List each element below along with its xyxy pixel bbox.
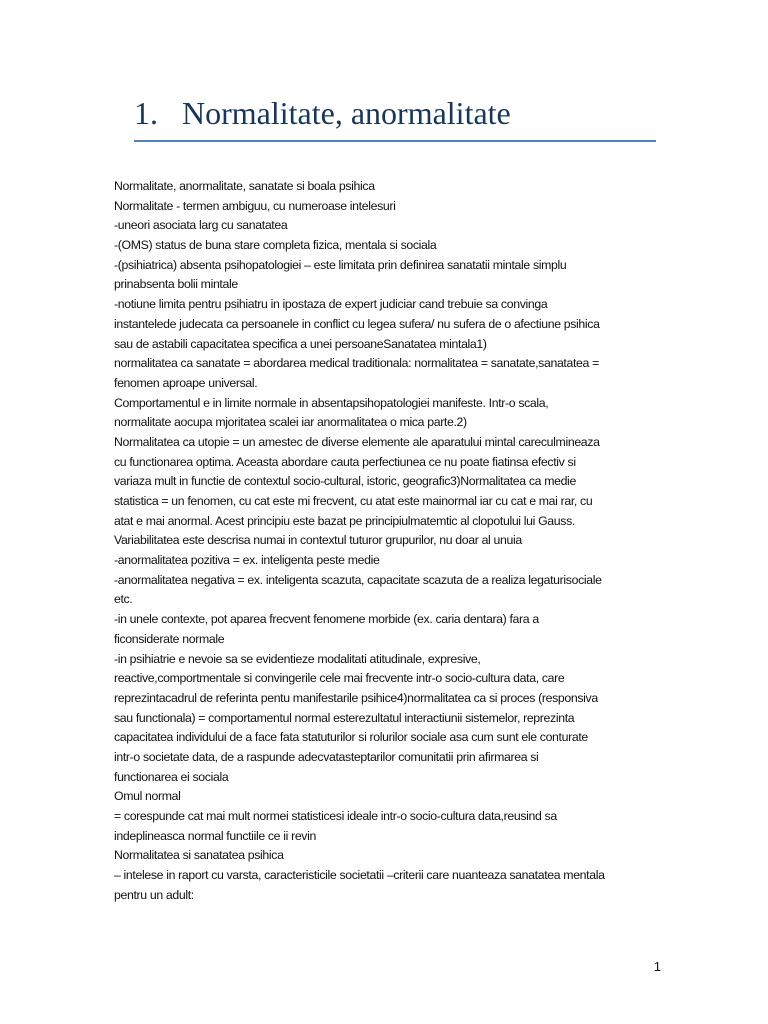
text-line: normalitatea ca sanatate = abordarea medical traditionala: normalitatea = sanatate,sanatatea = — [114, 356, 599, 371]
text-line: sau functionala) = comportamentul normal esterezultatul interactiunii sistemelor, reprezinta — [114, 710, 575, 725]
text-line: Comportamentul e in limite normale in absentapsihopatologiei manifeste. Intr-o scala, — [114, 395, 549, 410]
text-line: variaza mult in functie de contextul socio-cultural, istoric, geografic3)Normalitatea ca medie — [114, 474, 576, 489]
text-line: reprezintacadrul de referinta pentu manifestarile psihice4)normalitatea ca si proces (responsiva — [114, 690, 598, 705]
text-line: Normalitatea ca utopie = un amestec de diverse elemente ale aparatului mintal careculmineaza — [114, 434, 600, 449]
text-line: Variabilitatea este descrisa numai in contextul tuturor grupurilor, nu doar al unuia — [114, 533, 522, 548]
text-line: capacitatea individului de a face fata statuturilor si rolurilor sociale asa cum sunt ele conturate — [114, 730, 588, 745]
text-line: Normalitatea si sanatatea psihica — [114, 848, 284, 863]
section-heading — [134, 92, 656, 142]
text-line: Omul normal — [114, 789, 181, 804]
text-line: -anormalitatea pozitiva = ex. inteligenta peste medie — [114, 553, 380, 568]
text-line: – intelese in raport cu varsta, caracteristicile societatii –criterii care nuanteaza sanatatea mentala — [114, 868, 605, 883]
text-line: -anormalitatea negativa = ex. inteligenta scazuta, capacitate scazuta de a realiza legaturisociale — [114, 572, 602, 587]
page-number: 1 — [653, 959, 661, 974]
text-line: instantelede judecata ca persoanele in conflict cu legea sufera/ nu sufera de o afectiune psihica — [114, 316, 600, 331]
text-line: Normalitate, anormalitate, sanatate si boala psihica — [114, 179, 375, 193]
text-line: -(OMS) status de buna stare completa fizica, mentala si sociala — [114, 238, 437, 253]
section-number: 1. — [134, 95, 158, 131]
text-line: cu functionarea optima. Aceasta abordare cauta perfectiunea ce nu poate fiatinsa efectiv si — [114, 454, 576, 469]
text-line: pentru un adult: — [114, 887, 194, 902]
text-line: sau de astabili capacitatea specifica a unei persoaneSanatatea mintala1) — [114, 336, 487, 351]
text-line: prinabsenta bolii mintale — [114, 277, 238, 292]
text-line: statistica = un fenomen, cu cat este mi frecvent, cu atat este mainormal iar cu cat e mai rar, cu — [114, 494, 593, 508]
section-title: Normalitate, anormalitate — [182, 95, 511, 131]
text-line: functionarea ei sociala — [114, 769, 229, 784]
text-line: normalitate aocupa mjoritatea scalei iar anormalitatea o mica parte.2) — [114, 415, 467, 430]
text-line: intr-o societate data, de a raspunde adecvatasteptarilor comunitatii prin afirmarea si — [114, 749, 539, 764]
text-line: etc. — [114, 592, 133, 607]
text-line: -notiune limita pentru psihiatru in ipostaza de expert judiciar cand trebuie sa convinga — [114, 297, 548, 312]
text-line: -(psihiatrica) absenta psihopatologiei – este limitata prin definirea sanatatii mintale simplu — [114, 257, 567, 272]
text-line: = corespunde cat mai mult normei statisticesi ideale intr-o socio-cultura data,reusind sa — [114, 809, 557, 823]
text-line: indeplineasca normal functiile ce ii revin — [114, 828, 316, 843]
text-line: -uneori asociata larg cu sanatatea — [114, 218, 288, 233]
text-line: reactive,comportmentale si convingerile cele mai frecvente intr-o socio-cultura data, care — [114, 671, 565, 686]
document-body — [114, 177, 659, 905]
text-line: ficonsiderate normale — [114, 631, 225, 646]
text-line: atat e mai anormal. Acest principiu este bazat pe principiulmatemtic al clopotului lui Gauss. — [114, 513, 575, 528]
text-line: -in psihiatrie e nevoie sa se evidentieze modalitati atitudinale, expresive, — [114, 651, 481, 666]
text-line: -in unele contexte, pot aparea frecvent fenomene morbide (ex. caria dentara) fara a — [114, 612, 539, 627]
text-line: fenomen aproape universal. — [114, 375, 258, 390]
text-line: Normalitate - termen ambiguu, cu numeroase intelesuri — [114, 198, 396, 213]
